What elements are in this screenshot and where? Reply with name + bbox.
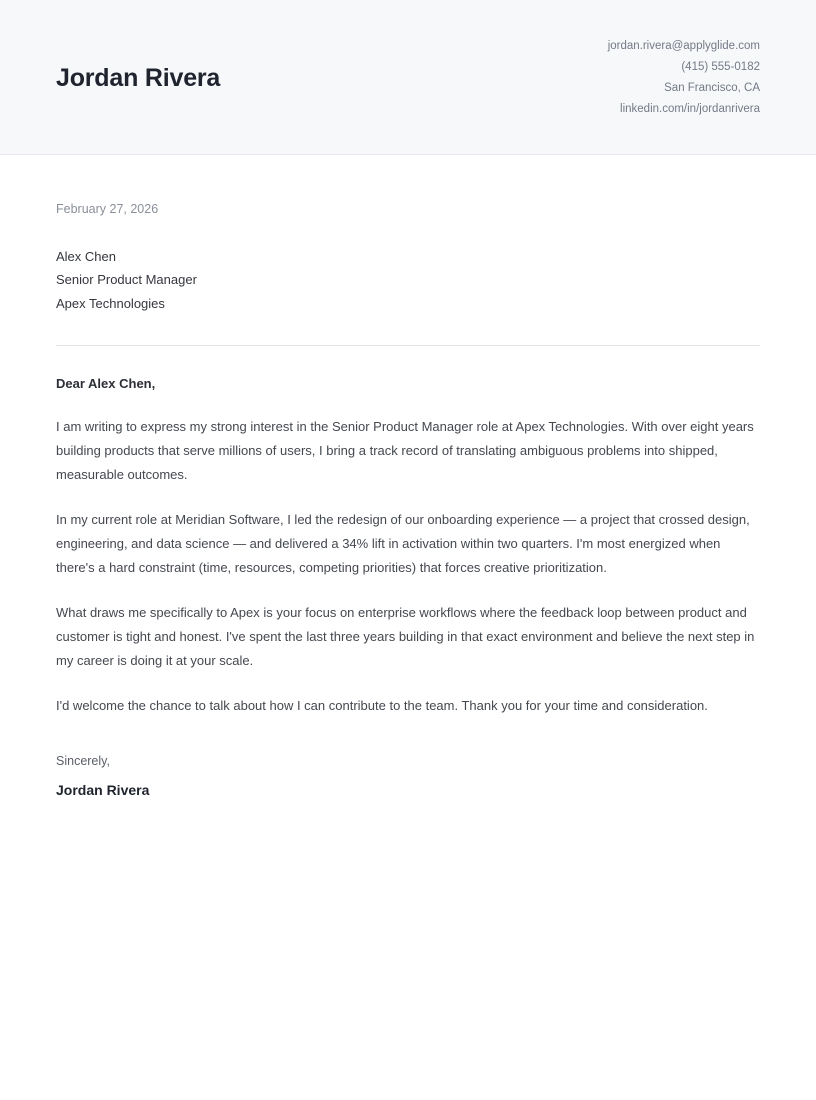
contact-email: jordan.rivera@applyglide.com — [607, 40, 760, 52]
body-paragraph-2: In my current role at Meridian Software, I led the redesign of our onboarding experience — a project that crossed design, engineering, and data science — and delivered a 34% lift in activation within two quarters. I'm most energized when there's a hard constraint (time, resources, competing priorities) that forces creative prioritization. — [56, 511, 750, 575]
recipient-company: Apex Technologies — [56, 295, 165, 311]
letterhead-name: Jordan Rivera — [56, 64, 221, 92]
salutation: Dear Alex Chen, — [56, 376, 156, 391]
closing-block — [56, 752, 760, 801]
body-paragraph-4: I'd welcome the chance to talk about how I can contribute to the team. Thank you for your time and consideration. — [56, 697, 708, 713]
contact-linkedin: linkedin.com/in/jordanrivera — [620, 103, 760, 115]
body-paragraph-1: I am writing to express my strong interest in the Senior Product Manager role at Apex Technologies. With over eight years building products that serve millions of users, I bring a track record of translating ambiguous problems into shipped, measurable outcomes. — [56, 418, 754, 482]
recipient-title: Senior Product Manager — [56, 272, 197, 287]
signature-name: Jordan Rivera — [56, 782, 150, 799]
letter-divider — [56, 345, 760, 346]
body-paragraph-3: What draws me specifically to Apex is your focus on enterprise workflows where the feedback loop between product and customer is tight and honest. I've spent the last three years building in that exact environment and believe the next step in my career is doing it at your scale. — [56, 604, 755, 668]
contact-block — [608, 36, 760, 120]
contact-location: San Francisco, CA — [664, 82, 760, 94]
recipient-block — [56, 245, 760, 316]
letterhead — [0, 0, 816, 155]
recipient-name: Alex Chen — [56, 248, 116, 264]
contact-phone: (415) 555-0182 — [681, 61, 760, 73]
closing-salutation: Sincerely, — [56, 753, 110, 768]
letter-date: February 27, 2026 — [56, 202, 159, 216]
letter-body — [0, 201, 816, 801]
